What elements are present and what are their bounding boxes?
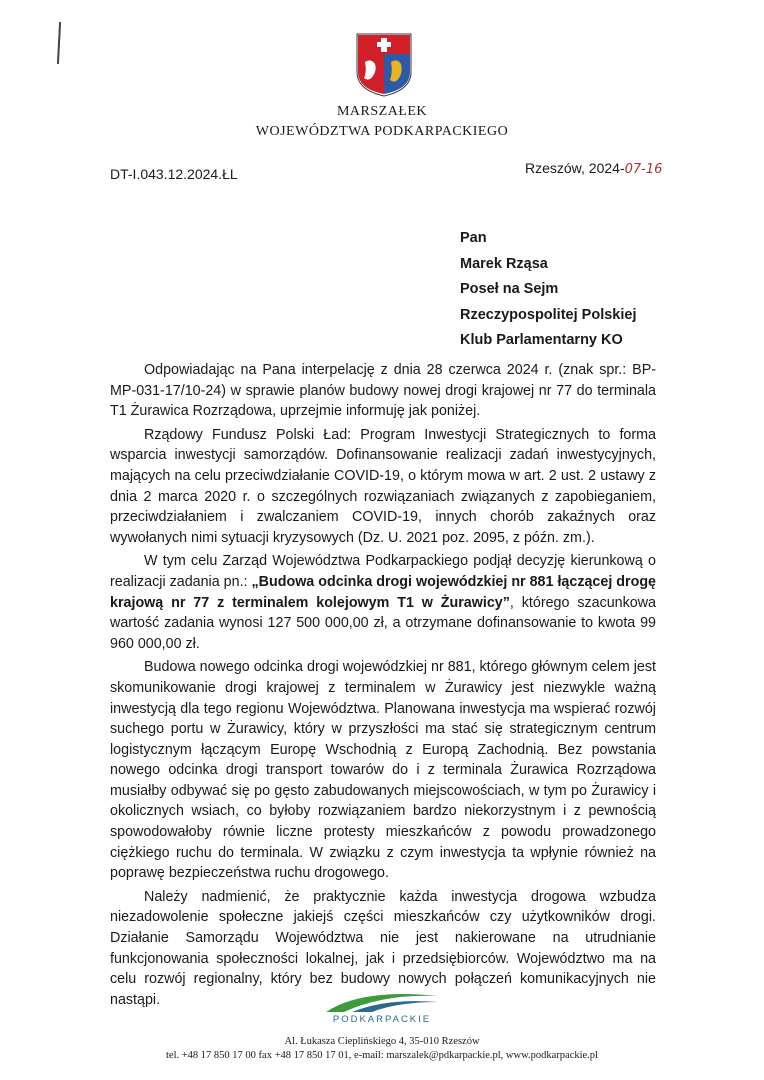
date-handwritten: 07-16: [624, 162, 663, 177]
letter-body: [110, 360, 656, 1013]
project-name: „Budowa odcinka drogi wojewódzkiej nr 881 łączącej drogę krajową nr 77 z terminalem kolejowym T1 w Żurawicy”: [110, 573, 656, 611]
recipient-club: Klub Parlamentarny KO: [460, 332, 623, 348]
header-title-line1: MARSZAŁEK: [336, 104, 428, 119]
reference-number: DT-I.043.12.2024.ŁL: [110, 166, 238, 182]
recipient-block: [460, 226, 636, 354]
date-printed: Rzeszów, 2024-: [525, 160, 625, 176]
paragraph-3: [110, 551, 656, 654]
logo-text: PODKARPACKIE: [332, 1014, 432, 1025]
paragraph-4: Budowa nowego odcinka drogi wojewódzkiej nr 881, którego głównym celem jest skomunikowanie drogi krajowej z terminalem w Żurawicy jest niezwykle ważną inwestycją dla tego regionu Województwa. Planowana inwestycja ma wspierać rozwój suchego portu w Żurawicy, który w przyszłości ma stać się strategicznym centrum logistycznym łączącym Europę Wschodnią z Europą Zachodnią. Bez powstania nowego odcinka drogi transport towarów do i z terminala Żurawica Rozrządowa musiałby odbywać się po gęsto zabudowanych miejscowościach, w tym po Żurawicy i okolicznych wsiach, co byłoby rozwiązaniem bardzo niekorzystnym i z pewnością spowodowałoby równie liczne protesty mieszkańców z powodu prowadzonego ciężkiego ruchu do terminala. W związku z czym inwestycja ta wpłynie również na poprawę bezpieczeństwa ruchu drogowego.: [110, 659, 656, 882]
letter-date: [525, 160, 662, 177]
footer-address: Al. Łukasza Cieplińskiego 4, 35-010 Rzeszów: [284, 1036, 480, 1047]
paragraph-5: Należy nadmienić, że praktycznie każda inwestycja drogowa wzbudza niezadowolenie społeczne jakiejś części mieszkańców czy użytkowników drogi. Działanie Samorządu Województwa nie jest nakierowane na utrudnianie funkcjonowania społeczności lokalnej, jak i przedsiębiorców. Województwo ma na celu rozwój regionalny, który bez budowy nowych połączeń komunikacyjnych nie nastąpi.: [110, 888, 656, 1008]
paragraph-3-start: W tym celu Zarząd Województwa Podkarpackiego podjął decyzję kierunkową o realizacji zadania pn.:: [110, 553, 656, 590]
pen-mark: [57, 22, 61, 64]
paragraph-2: Rządowy Fundusz Polski Ład: Program Inwestycji Strategicznych to forma wsparcia inwestycji samorządów. Dofinansowanie realizacji zadań inwestycyjnych, mających na celu przeciwdziałanie COVID-19, o którym mowa w art. 2 ust. 2 ustawy z dnia 2 marca 2020 r. o szczególnych rozwiązaniach związanych z zapobieganiem, przeciwdziałaniem i zwalczaniem COVID-19, innych chorób zakaźnych oraz wywołanych nimi sytuacji kryzysowych (Dz. U. 2021 poz. 2095, z późn. zm.).: [110, 426, 656, 546]
recipient-name: Marek Rząsa: [460, 255, 548, 272]
recipient-position: Poseł na Sejm: [460, 281, 559, 297]
podkarpackie-logo-icon: [322, 988, 442, 1014]
footer-contact: tel. +48 17 850 17 00 fax +48 17 850 17 01, e-mail: marszalek@pdkarpackie.pl, www.podkarpackie.pl: [166, 1050, 598, 1061]
paragraph-1: Odpowiadając na Pana interpelację z dnia 28 czerwca 2024 r. (znak spr.: BP-MP-031-17/10-24) w sprawie planów budowy nowej drogi krajowej nr 77 do terminala T1 Żurawica Rozrządowa, uprzejmie informuję jak poniżej.: [110, 362, 656, 420]
recipient-salutation: Pan: [460, 230, 487, 246]
header-title-line2: WOJEWÓDZTWA PODKARPACKIEGO: [255, 124, 509, 139]
paragraph-3-end: , którego szacunkowa wartość zadania wynosi 127 500 000,00 zł, a otrzymane dofinansowanie to kwota 99 960 000,00 zł.: [110, 594, 656, 652]
coat-of-arms-icon: [355, 32, 413, 98]
recipient-country: Rzeczypospolitej Polskiej: [460, 306, 637, 323]
